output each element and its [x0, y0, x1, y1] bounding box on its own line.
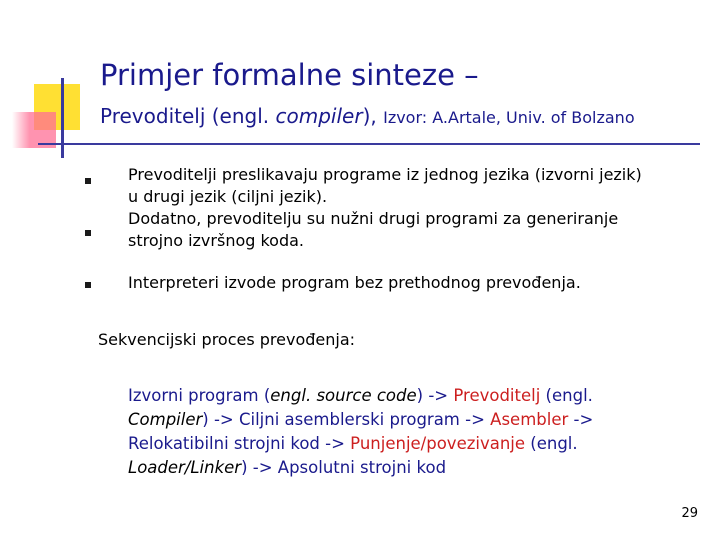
process-text: ->	[568, 410, 594, 429]
bullet-3-line-1: Interpreteri izvode program bez prethodnog prevođenja.	[128, 273, 581, 292]
process-italic: Loader/Linker	[128, 458, 242, 477]
process-highlight: Punjenje/povezivanje	[350, 434, 526, 453]
process-text: (engl.	[540, 386, 593, 405]
slide-subtitle	[100, 104, 635, 128]
bullet-marker	[85, 282, 91, 288]
page-number: 29	[681, 506, 698, 521]
subtitle-italic: compiler	[275, 104, 363, 128]
bullet-2-line-2: strojno izvršnog koda.	[128, 231, 305, 250]
logo-vertical-line	[61, 78, 64, 158]
bullet-2-line-1: Dodatno, prevoditelju su nužni drugi programi za generiranje	[128, 209, 619, 228]
process-text: Relokatibilni strojni kod ->	[128, 434, 351, 453]
bullet-marker	[85, 178, 91, 184]
process-line-2	[128, 408, 593, 432]
bullet-1-line-1: Prevoditelji preslikavaju programe iz jednog jezika (izvorni jezik)	[128, 165, 642, 184]
process-line-3	[128, 432, 593, 456]
slide-title: Primjer formalne sinteze –	[100, 58, 479, 92]
process-line-4	[128, 456, 593, 480]
subtitle-source: Izvor: A.Artale, Univ. of Bolzano	[383, 108, 635, 127]
process-description	[128, 384, 593, 480]
process-highlight: Prevoditelj	[453, 386, 541, 405]
process-italic: Compiler	[128, 410, 203, 429]
subtitle-part: Prevoditelj (engl.	[100, 104, 276, 128]
process-line-1	[128, 384, 593, 408]
process-text: Izvorni program (	[128, 386, 271, 405]
bullet-marker	[85, 230, 91, 236]
process-text: ) ->	[416, 386, 454, 405]
title-underline	[38, 143, 700, 145]
process-highlight: Asembler	[490, 410, 569, 429]
sequence-title: Sekvencijski proces prevođenja:	[98, 330, 356, 349]
process-italic: engl. source code	[270, 386, 417, 405]
process-text: (engl.	[525, 434, 578, 453]
bullet-1-line-2: u drugi jezik (ciljni jezik).	[128, 187, 328, 206]
process-text: ) -> Ciljni asemblerski program ->	[202, 410, 491, 429]
subtitle-part: ),	[362, 104, 384, 128]
process-text: ) -> Apsolutni strojni kod	[241, 458, 447, 477]
